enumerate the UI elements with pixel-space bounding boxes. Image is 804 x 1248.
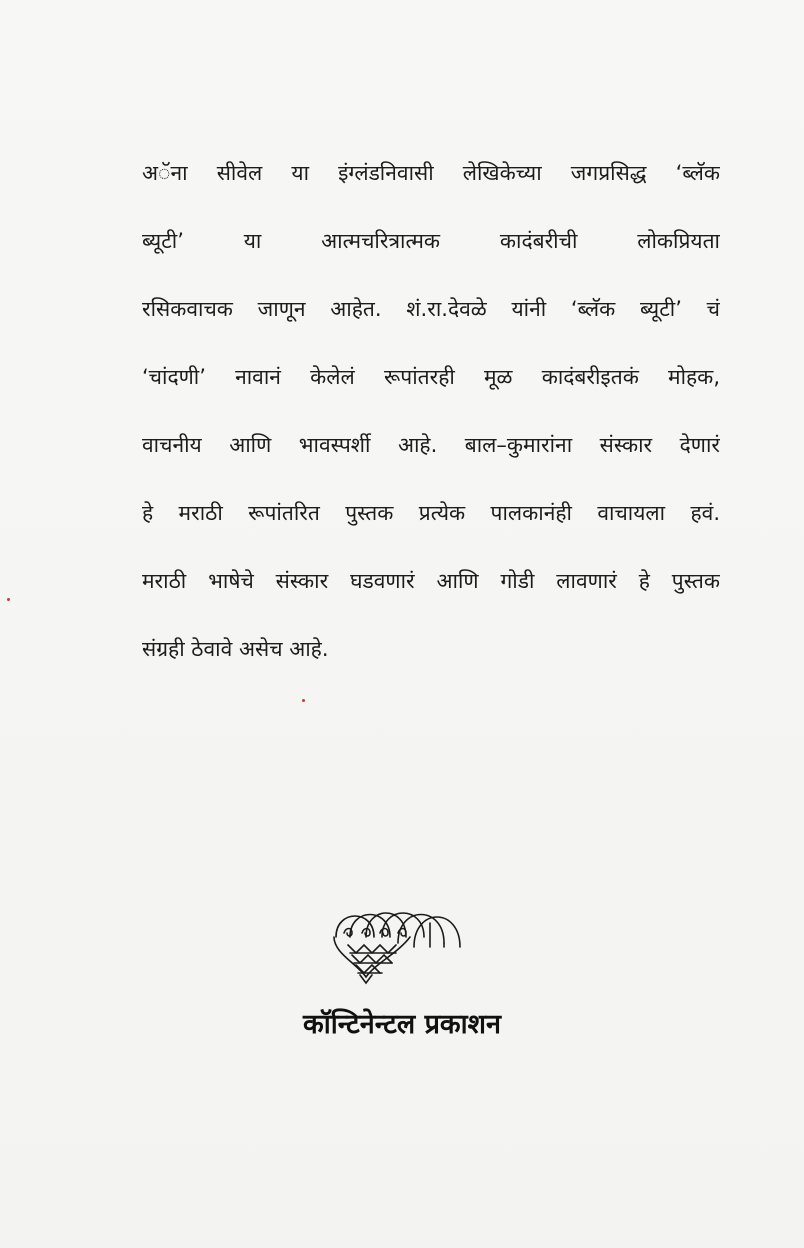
blurb-line: मराठी भाषेचे संस्कार घडवणारं आणि गोडी लावणारं हे पुस्तक xyxy=(142,569,720,593)
blurb-line: ‘चांदणी’ नावानं केलेलं रूपांतरही मूळ कादंबरीइतकं मोहक, xyxy=(142,365,720,389)
ink-speck xyxy=(7,598,10,601)
blurb-line: अॅना सीवेल या इंग्लंडनिवासी लेखिकेच्या जगप्रसिद्ध ‘ब्लॅक xyxy=(142,161,720,185)
blurb-line: वाचनीय आणि भावस्पर्शी आहे. बाल–कुमारांना संस्कार देणारं xyxy=(142,433,720,457)
blurb-line: ब्यूटी’ या आत्मचरित्रात्मक कादंबरीची लोकप्रियता xyxy=(142,229,720,253)
blurb-line: संग्रही ठेवावे असेच आहे. xyxy=(142,637,329,661)
blurb-line: हे मराठी रूपांतरित पुस्तक प्रत्येक पालकानंही वाचायला हवं. xyxy=(142,501,720,525)
blurb-paragraph xyxy=(142,150,720,694)
publisher-logo-icon xyxy=(326,893,466,993)
publisher-name: कॉन्टिनेन्टल प्रकाशन xyxy=(302,1009,502,1040)
ink-speck xyxy=(302,699,305,702)
blurb-line: रसिकवाचक जाणून आहेत. शं.रा.देवळे यांनी ‘ब्लॅक ब्यूटी’ चं xyxy=(142,297,720,321)
